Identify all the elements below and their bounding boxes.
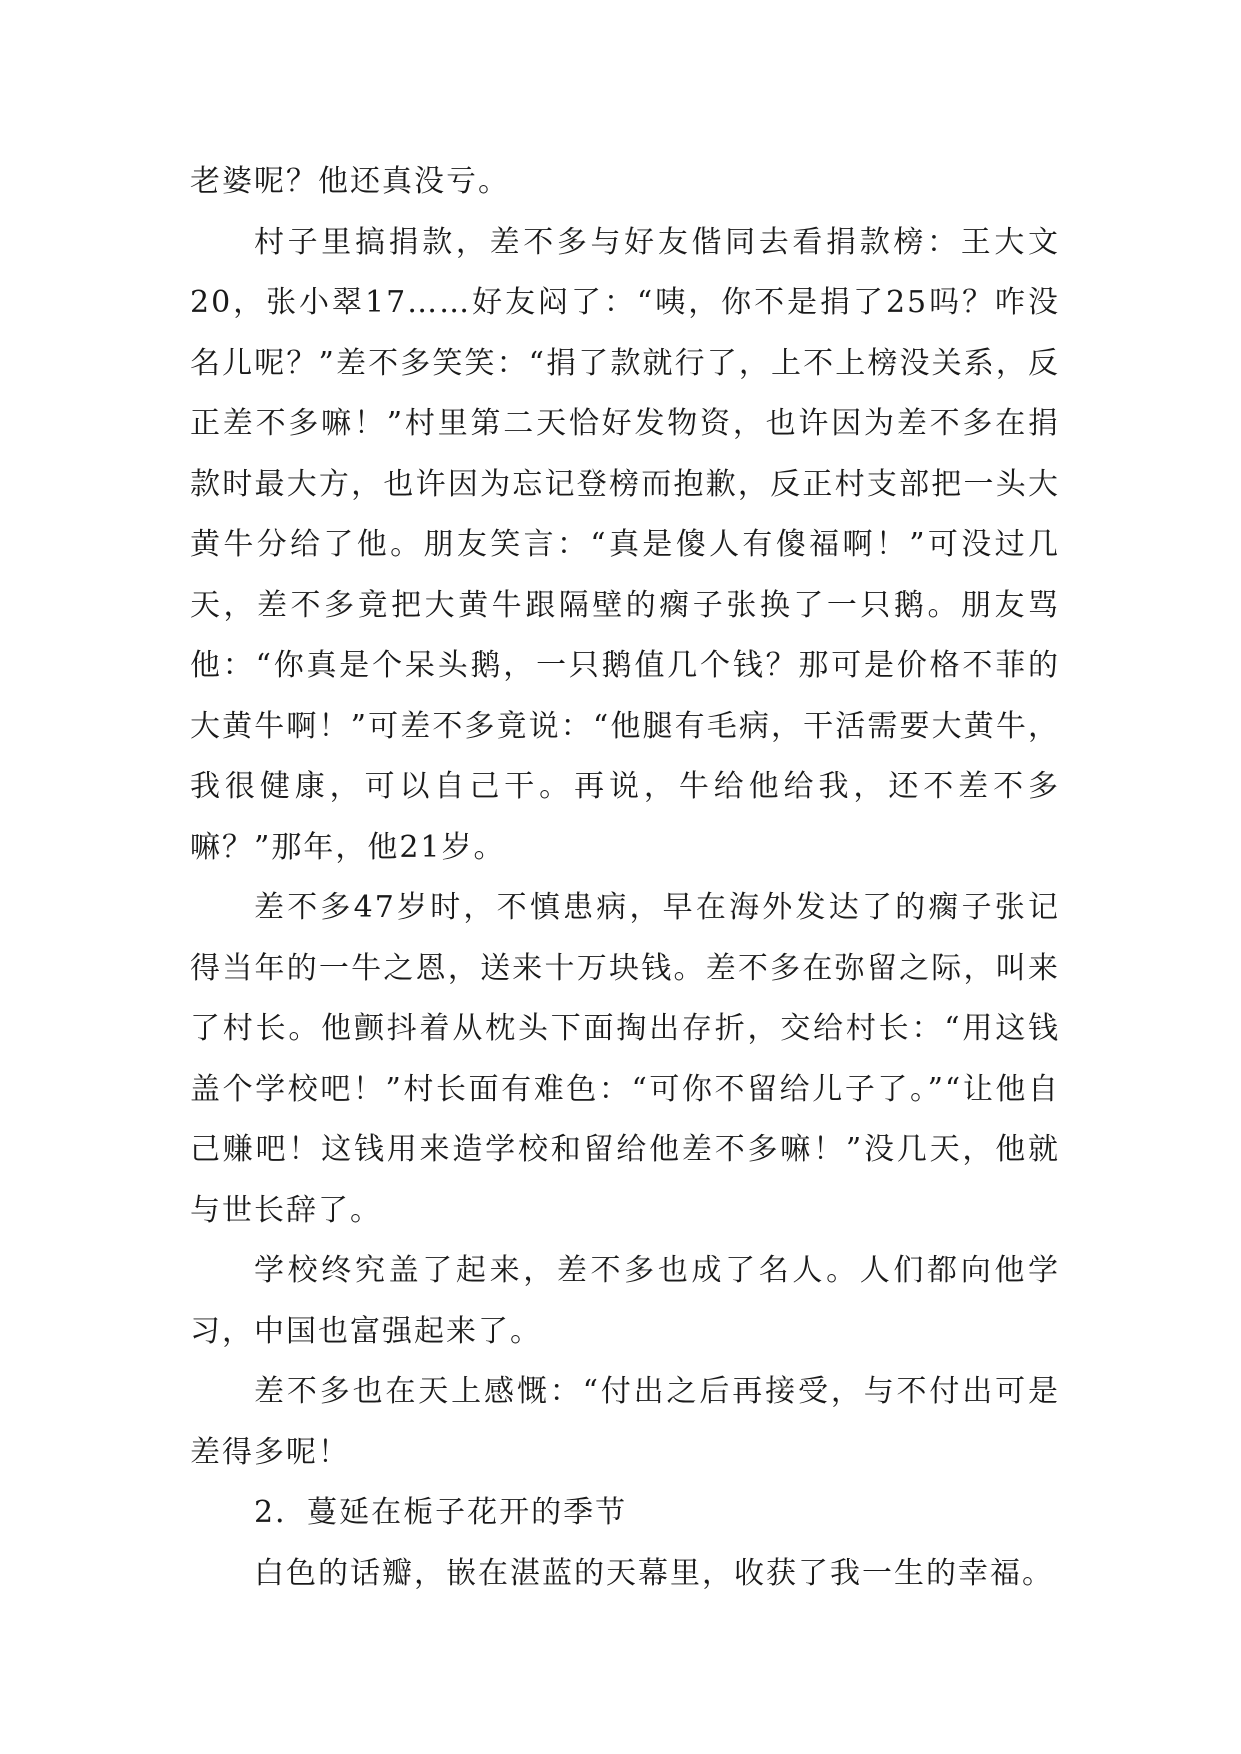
paragraph-donation-story: 村子里搞捐款，差不多与好友偕同去看捐款榜：王大文20，张小翠17……好友闷了：“咦，你不是捐了25吗？咋没名儿呢？”差不多笑笑：“捐了款就行了，上不上榜没关系，反正差不多嘛！”村里第二天恰好发物资，也许因为差不多在捐款时最大方，也许因为忘记登榜而抱歉，反正村支部把一头大黄牛分给了他。朋友笑言：“真是傻人有傻福啊！”可没过几天，差不多竟把大黄牛跟隔壁的瘸子张换了一只鹅。朋友骂他：“你真是个呆头鹅，一只鹅值几个钱？那可是价格不菲的大黄牛啊！”可差不多竟说：“他腿有毛病，干活需要大黄牛，我很健康，可以自己干。再说，牛给他给我，还不差不多嘛？”那年，他21岁。 — [190, 224, 1060, 865]
paragraph-reflection: 差不多也在天上感慨：“付出之后再接受，与不付出可是差得多呢！ — [190, 1374, 1060, 1470]
paragraph-opening-line: 白色的话瓣，嵌在湛蓝的天幕里，收获了我一生的幸福。 — [254, 1555, 1054, 1591]
paragraph-school-built: 学校终究盖了起来，差不多也成了名人。人们都向他学习，中国也富强起来了。 — [190, 1253, 1060, 1349]
paragraph-continuation: 老婆呢？他还真没亏。 — [190, 164, 510, 199]
section-heading: 2．蔓延在栀子花开的季节 — [254, 1495, 628, 1530]
document-body — [190, 152, 1060, 1604]
paragraph-illness-school: 差不多47岁时，不慎患病，早在海外发达了的瘸子张记得当年的一牛之恩，送来十万块钱。差不多在弥留之际，叫来了村长。他颤抖着从枕头下面掏出存折，交给村长：“用这钱盖个学校吧！”村长面有难色：“可你不留给儿子了。”“让他自己赚吧！这钱用来造学校和留给他差不多嘛！”没几天，他就与世长辞了。 — [190, 890, 1060, 1228]
